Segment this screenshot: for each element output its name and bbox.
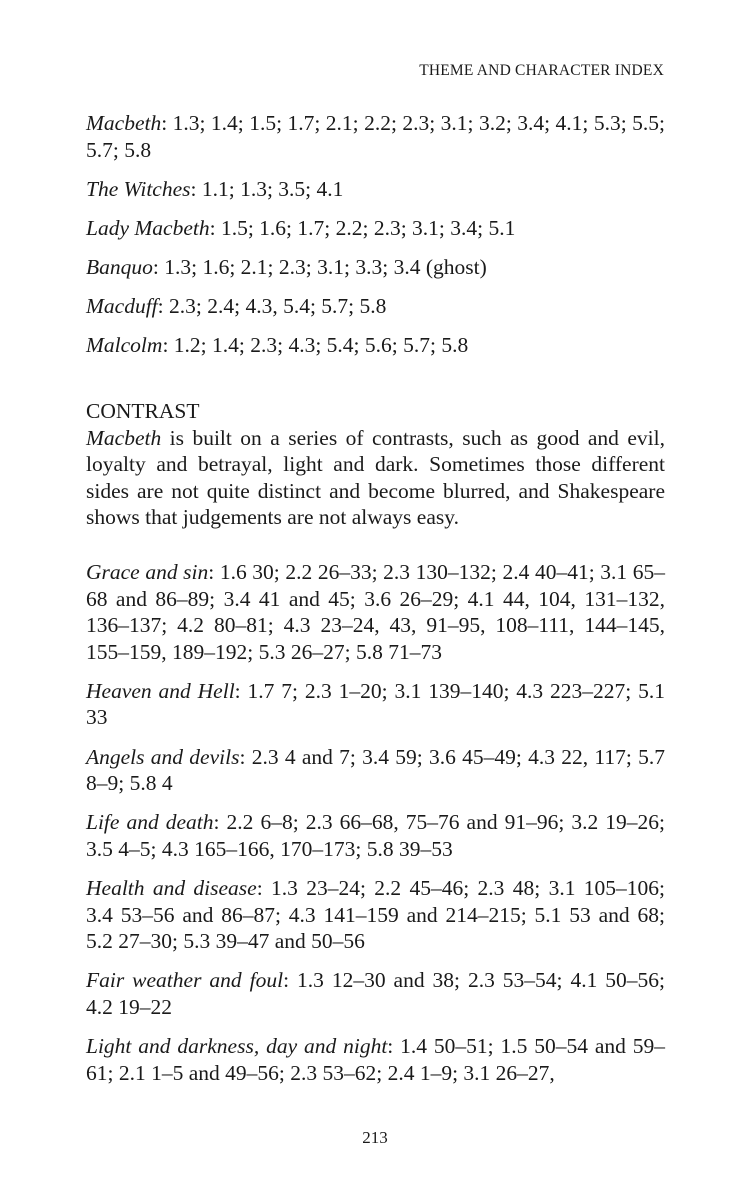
entry-label: Life and death <box>86 810 214 835</box>
index-entry <box>86 875 665 955</box>
index-entry <box>86 967 665 1020</box>
entry-label: Macbeth <box>86 111 162 135</box>
entry-label: The Witches <box>86 176 191 201</box>
entry-label: Lady Macbeth <box>86 215 210 240</box>
entry-label: Grace and sin <box>86 560 209 584</box>
running-header: THEME AND CHARACTER INDEX <box>419 62 664 79</box>
entry-refs: : 1.3 12–30 and 38; 2.3 53–54; 4.1 50–56; 4.2 19–22 <box>86 968 666 1019</box>
entry-refs: : 2.3 4 and 7; 3.4 59; 3.6 45–49; 4.3 22, 117; 5.7 8–9; 5.8 4 <box>86 744 665 796</box>
entry-label: Heaven and Hell <box>86 678 235 703</box>
entry-refs: : 1.4 50–51; 1.5 50–54 and 59–61; 2.1 1–5 and 49–56; 2.3 53–62; 2.4 1–9; 3.1 26–27, <box>86 1033 665 1085</box>
entry-refs: : 1.3; 1.6; 2.1; 2.3; 3.1; 3.3; 3.4 (ghost) <box>152 254 487 279</box>
section-heading: CONTRAST <box>86 399 200 423</box>
entry-refs: : 1.2; 1.4; 2.3; 4.3; 5.4; 5.6; 5.7; 5.8 <box>162 333 469 358</box>
index-entry <box>86 744 665 797</box>
entry-refs: : 1.3 23–24; 2.2 45–46; 2.3 48; 3.1 105–106; 3.4 53–56 and 86–87; 4.3 141–159 and 214–215; 5.1 53 and 68; 5.2 27–30; 5.3 39–47 and 50–56 <box>86 875 666 954</box>
index-entry <box>86 678 665 731</box>
contrast-section <box>86 398 665 531</box>
section-intro <box>86 425 665 531</box>
intro-italic: Macbeth <box>86 425 162 450</box>
entry-label: Macduff <box>86 293 158 318</box>
index-entry <box>86 293 665 320</box>
entry-refs: : 1.3; 1.4; 1.5; 1.7; 2.1; 2.2; 2.3; 3.1; 3.2; 3.4; 4.1; 5.3; 5.5; 5.7; 5.8 <box>86 111 665 162</box>
page-number: 213 <box>362 1128 388 1147</box>
entry-refs: : 1.6 30; 2.2 26–33; 2.3 130–132; 2.4 40–41; 3.1 65–68 and 86–89; 3.4 41 and 45; 3.6 26–29; 4.1 44, 104, 131–132, 136–137; 4.2 80–81; 4.3 23–24, 43, 91–95, 108–111, 144–145, 155–159, 189–192; 5.3 26–27; 5.8 71–73 <box>86 560 665 664</box>
theme-index <box>86 559 665 1099</box>
index-entry <box>86 215 665 242</box>
entry-refs: : 1.1; 1.3; 3.5; 4.1 <box>190 176 344 201</box>
entry-label: Fair weather and foul <box>86 968 284 993</box>
entry-label: Health and disease <box>86 875 257 900</box>
index-entry <box>86 809 665 862</box>
entry-label: Malcolm <box>86 333 163 358</box>
character-index <box>86 110 665 371</box>
intro-text: is built on a series of contrasts, such as good and evil, loyalty and betrayal, light and dark. Sometimes those different sides are not quite distinct and become blurred, and Shakespeare shows that judgements are not always easy. <box>86 425 665 530</box>
index-entry <box>86 332 665 359</box>
entry-refs: : 2.2 6–8; 2.3 66–68, 75–76 and 91–96; 3.2 19–26; 3.5 4–5; 4.3 165–166, 170–173; 5.8 39–53 <box>86 810 665 861</box>
entry-label: Angels and devils <box>86 744 240 769</box>
index-entry <box>86 176 665 203</box>
entry-refs: : 1.7 7; 2.3 1–20; 3.1 139–140; 4.3 223–227; 5.1 33 <box>86 678 666 730</box>
entry-refs: : 2.3; 2.4; 4.3, 5.4; 5.7; 5.8 <box>157 293 387 318</box>
index-entry <box>86 559 665 665</box>
index-entry <box>86 1033 665 1086</box>
entry-label: Banquo <box>86 254 153 279</box>
index-entry <box>86 254 665 281</box>
entry-label: Light and darkness, day and night <box>86 1033 388 1058</box>
index-entry <box>86 110 665 163</box>
entry-refs: : 1.5; 1.6; 1.7; 2.2; 2.3; 3.1; 3.4; 5.1 <box>209 215 516 240</box>
